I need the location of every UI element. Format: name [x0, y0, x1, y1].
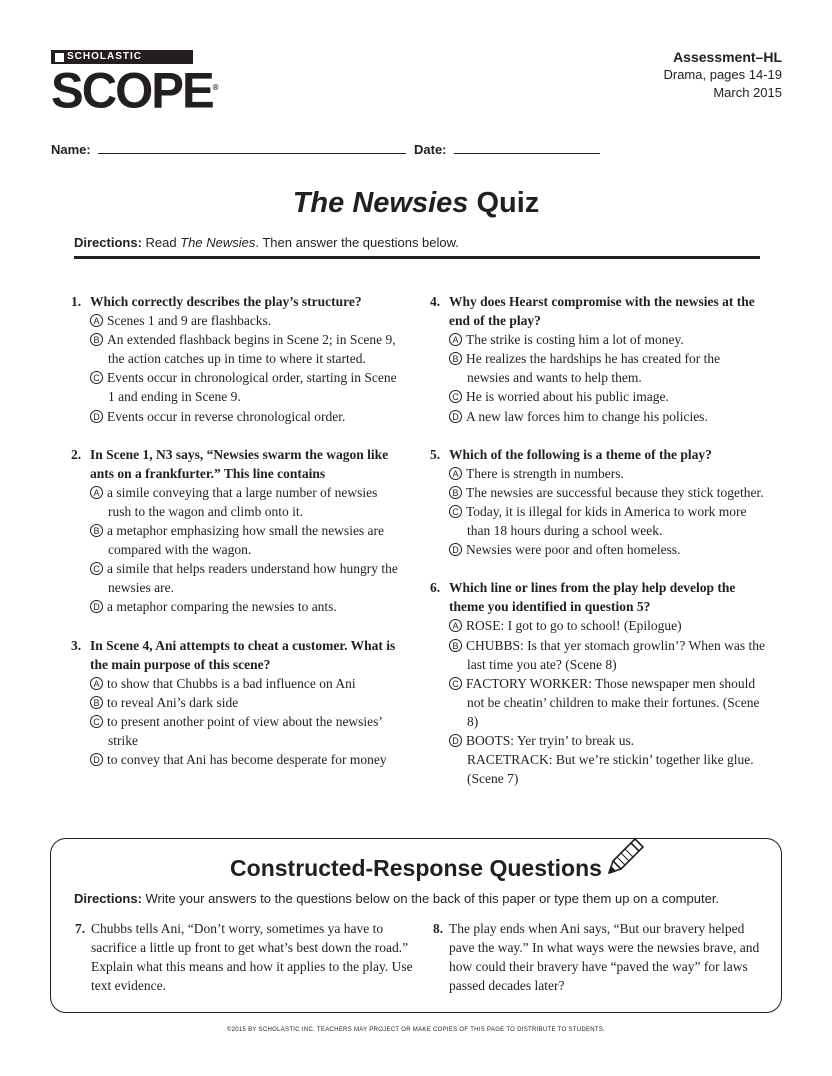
copyright-footer: ©2015 BY SCHOLASTIC INC. TEACHERS MAY PROJECT OR MAKE COPIES OF THIS PAGE TO DISTRIBUTE TO STUDENTS.: [226, 1027, 606, 1033]
logo-main-text: SCOPE®: [51, 62, 219, 119]
option-text: to convey that Ani has become desperate for money: [107, 752, 387, 768]
option-bubble[interactable]: B: [449, 352, 462, 365]
option-text: a simile conveying that a large number of newsies rush to the wagon and climb onto it.: [107, 484, 378, 519]
directions-text-b: . Then answer the questions below.: [255, 235, 459, 250]
questions-right-column: [430, 292, 765, 807]
option-bubble[interactable]: A: [90, 314, 103, 327]
answer-option[interactable]: [71, 750, 401, 769]
question-number: 3.: [71, 637, 82, 653]
scholastic-scope-logo: [51, 50, 219, 119]
answer-option[interactable]: [430, 540, 765, 559]
logo-top-text: SCHOLASTIC: [67, 51, 142, 62]
answer-option[interactable]: [71, 483, 401, 521]
option-bubble[interactable]: C: [90, 371, 103, 384]
option-bubble[interactable]: B: [90, 524, 103, 537]
directions-text-a: Read: [141, 235, 181, 250]
answer-option[interactable]: [71, 368, 401, 406]
answer-option[interactable]: [71, 712, 401, 750]
option-bubble[interactable]: A: [90, 677, 103, 690]
question-text: Chubbs tells Ani, “Don’t worry, sometimes ya have to sacrifice a little up front to get what’s best down the road.” Explain what this means and how it applies to the play. Use text evidence.: [91, 921, 413, 994]
constructed-response-directions: [74, 891, 719, 906]
quiz-title: [0, 187, 832, 220]
cr-directions-label: Directions:: [74, 891, 142, 906]
answer-option[interactable]: [430, 464, 765, 483]
option-bubble[interactable]: D: [90, 600, 103, 613]
question-stem: [71, 445, 401, 483]
question-2: [71, 445, 401, 617]
assessment-date: March 2015: [713, 85, 782, 100]
answer-option[interactable]: [71, 597, 401, 616]
answer-option[interactable]: [71, 693, 401, 712]
question-1: [71, 292, 401, 426]
quiz-title-rest: Quiz: [468, 187, 540, 219]
option-bubble[interactable]: A: [449, 467, 462, 480]
question-number: 5.: [430, 446, 441, 462]
quiz-title-italic: The Newsies: [292, 187, 469, 219]
directions-text-italic: The Newsies: [180, 235, 256, 250]
option-bubble[interactable]: C: [90, 562, 103, 575]
option-bubble[interactable]: D: [449, 734, 462, 747]
option-text: to present another point of view about the newsies’ strike: [107, 713, 382, 748]
question-text: Why does Hearst compromise with the newsies at the end of the play?: [449, 294, 755, 329]
directions-label: Directions:: [74, 235, 142, 250]
option-text: BOOTS: Yer tryin’ to break us.: [466, 732, 635, 748]
answer-option[interactable]: [71, 311, 401, 330]
question-number: 4.: [430, 294, 441, 309]
assessment-level: Assessment–HL: [673, 49, 782, 65]
header-divider: [74, 256, 760, 259]
answer-option[interactable]: [71, 407, 401, 426]
assessment-pages: Drama, pages 14-19: [663, 67, 782, 82]
directions: [74, 235, 459, 250]
answer-option[interactable]: [430, 616, 765, 635]
option-bubble[interactable]: B: [90, 696, 103, 709]
option-bubble[interactable]: C: [449, 505, 462, 518]
answer-option[interactable]: [430, 330, 765, 349]
answer-option[interactable]: [430, 387, 765, 406]
constructed-response-box: [50, 838, 782, 1013]
question-text: Which correctly describes the play’s structure?: [90, 294, 362, 309]
option-bubble[interactable]: D: [90, 753, 103, 766]
question-7: [75, 919, 421, 995]
option-text: The newsies are successful because they stick together.: [466, 484, 764, 500]
answer-option[interactable]: [71, 674, 401, 693]
question-number: 8.: [433, 921, 444, 936]
option-bubble[interactable]: A: [449, 619, 462, 632]
option-text: Events occur in reverse chronological order.: [107, 408, 346, 424]
answer-option[interactable]: [71, 521, 401, 559]
question-stem: [430, 445, 765, 464]
option-text: A new law forces him to change his policies.: [466, 408, 708, 424]
answer-option[interactable]: [430, 674, 765, 731]
option-text: a simile that helps readers understand how hungry the newsies are.: [107, 561, 398, 596]
answer-option[interactable]: [430, 407, 765, 426]
question-stem: [430, 292, 765, 330]
question-text: Which line or lines from the play help develop the theme you identified in question 5?: [449, 580, 736, 615]
answer-option[interactable]: [430, 731, 765, 788]
option-text: ROSE: I got to go to school! (Epilogue): [466, 618, 682, 634]
option-bubble[interactable]: B: [449, 486, 462, 499]
option-bubble[interactable]: C: [90, 715, 103, 728]
date-label: Date:: [414, 142, 447, 157]
questions-left-column: [71, 292, 401, 788]
cr-directions-text: Write your answers to the questions below on the back of this paper or type them up on a computer.: [141, 891, 720, 906]
option-text: CHUBBS: Is that yer stomach growlin’? When was the last time you ate? (Scene 8): [466, 637, 765, 672]
question-text: In Scene 4, Ani attempts to cheat a customer. What is the main purpose of this scene?: [90, 637, 396, 672]
option-bubble[interactable]: A: [449, 333, 462, 346]
constructed-response-title-text: Constructed-Response Questions: [230, 855, 602, 881]
option-bubble[interactable]: C: [449, 390, 462, 403]
option-text: Scenes 1 and 9 are flashbacks.: [107, 313, 272, 329]
name-field[interactable]: [98, 141, 406, 154]
name-label: Name:: [51, 142, 91, 157]
question-number: 1.: [71, 294, 82, 309]
option-text: Newsies were poor and often homeless.: [466, 542, 681, 558]
option-bubble[interactable]: C: [449, 677, 462, 690]
option-text: He realizes the hardships he has created for the newsies and wants to help them.: [466, 351, 721, 386]
question-number: 6.: [430, 580, 441, 596]
question-4: [430, 292, 765, 426]
question-stem: [430, 578, 765, 616]
name-date-fields: [51, 141, 600, 157]
option-text: The strike is costing him a lot of money.: [466, 332, 684, 348]
question-6: [430, 578, 765, 788]
logo-main-word: SCOPE: [51, 62, 213, 119]
question-text: The play ends when Ani says, “But our bravery helped pave the way.” In what ways were the newsies brave, and how could their bravery have “paved the way” for laws passed decades later?: [449, 921, 760, 994]
option-text: a metaphor comparing the newsies to ants.: [107, 599, 337, 615]
option-text: Events occur in chronological order, starting in Scene 1 and ending in Scene 9.: [107, 370, 397, 405]
option-text: There is strength in numbers.: [466, 465, 624, 481]
question-5: [430, 445, 765, 560]
option-text: a metaphor emphasizing how small the newsies are compared with the wagon.: [107, 523, 385, 558]
question-text: In Scene 1, N3 says, “Newsies swarm the wagon like ants on a frankfurter.” This line contains: [90, 446, 389, 481]
constructed-response-title: [51, 855, 781, 882]
option-text: to reveal Ani’s dark side: [107, 694, 239, 710]
answer-option[interactable]: [430, 636, 765, 674]
option-bubble[interactable]: A: [90, 486, 103, 499]
answer-option[interactable]: [71, 330, 401, 368]
assessment-header: [663, 48, 782, 102]
option-bubble[interactable]: D: [449, 543, 462, 556]
option-bubble[interactable]: D: [90, 410, 103, 423]
question-stem: [71, 636, 401, 674]
option-text: Today, it is illegal for kids in America to work more than 18 hours during a school week.: [466, 503, 747, 539]
answer-option[interactable]: [71, 559, 401, 597]
question-number: 2.: [71, 446, 82, 462]
answer-option[interactable]: [430, 349, 765, 387]
option-text: He is worried about his public image.: [466, 389, 669, 405]
option-bubble[interactable]: B: [449, 639, 462, 652]
question-3: [71, 636, 401, 770]
option-text: FACTORY WORKER: Those newspaper men should not be cheatin’ children to make their fortunes. (Scene 8): [466, 675, 760, 729]
option-text: to show that Chubbs is a bad influence on Ani: [107, 675, 356, 691]
answer-option[interactable]: [430, 502, 765, 540]
date-field[interactable]: [454, 141, 600, 154]
option-text-continued: RACETRACK: But we’re stickin’ together like glue. (Scene 7): [467, 752, 754, 787]
pencil-icon: [599, 833, 647, 881]
question-number: 7.: [75, 921, 86, 936]
option-bubble[interactable]: D: [449, 410, 462, 423]
option-bubble[interactable]: B: [90, 333, 103, 346]
question-stem: [71, 292, 401, 311]
question-text: Which of the following is a theme of the play?: [449, 446, 712, 462]
answer-option[interactable]: [430, 483, 765, 502]
option-text: An extended flashback begins in Scene 2; in Scene 9, the action catches up in time to where it started.: [107, 332, 396, 367]
question-8: [433, 919, 769, 995]
